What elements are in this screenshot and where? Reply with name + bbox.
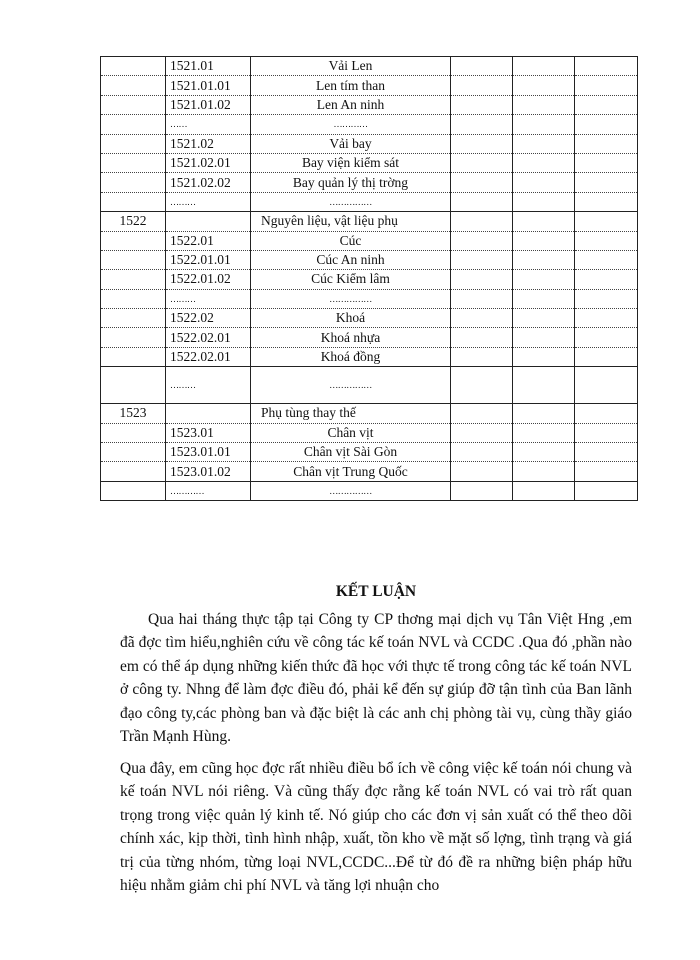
account-code-level1 bbox=[101, 289, 166, 308]
account-code-level1 bbox=[101, 76, 166, 95]
account-name: Chân vịt Sài Gòn bbox=[251, 443, 451, 462]
account-name: …………… bbox=[251, 192, 451, 211]
empty-cell bbox=[451, 57, 513, 76]
account-code-sub: 1521.01.01 bbox=[166, 76, 251, 95]
empty-cell bbox=[451, 134, 513, 153]
account-code-level1 bbox=[101, 134, 166, 153]
account-name: Len tím than bbox=[251, 76, 451, 95]
account-code-sub: 1522.01.02 bbox=[166, 270, 251, 289]
account-code-sub bbox=[166, 212, 251, 231]
account-code-sub: ………… bbox=[166, 481, 251, 500]
empty-cell bbox=[575, 404, 638, 423]
account-name: Len An ninh bbox=[251, 95, 451, 114]
empty-cell bbox=[513, 289, 575, 308]
account-code-level1 bbox=[101, 270, 166, 289]
empty-cell bbox=[451, 115, 513, 134]
account-code-level1 bbox=[101, 173, 166, 192]
table-row bbox=[101, 462, 638, 481]
empty-cell bbox=[451, 309, 513, 328]
account-code-sub: 1521.02.01 bbox=[166, 153, 251, 172]
account-name: Chân vịt bbox=[251, 423, 451, 442]
account-name: ………… bbox=[251, 115, 451, 134]
empty-cell bbox=[451, 443, 513, 462]
conclusion-paragraph-1: Qua hai tháng thực tập tại Công ty CP thơng mại dịch vụ Tân Việt Hng ,em đã đợc tìm hiểu,nghiên cứu về công tác kế toán NVL và CCDC .Qua đó ,phần nào em có thể áp dụng những kiến thức đã học với thực tế trong công tác kế toán NVL ở công ty. Nhng để làm đợc điều đó, phải kể đến sự giúp đỡ tận tình của Ban lãnh đạo công ty,các phòng ban và đặc biệt là các anh chị phòng tài vụ, cùng thầy giáo Trần Mạnh Hùng. bbox=[120, 610, 632, 745]
empty-cell bbox=[451, 462, 513, 481]
empty-cell bbox=[451, 76, 513, 95]
account-name: Vải bay bbox=[251, 134, 451, 153]
account-code-sub: 1523.01.02 bbox=[166, 462, 251, 481]
empty-cell bbox=[451, 95, 513, 114]
table-row bbox=[101, 115, 638, 134]
account-code-level1: 1523 bbox=[101, 404, 166, 423]
account-code-sub: 1521.01.02 bbox=[166, 95, 251, 114]
account-name: Phụ tùng thay thế bbox=[251, 404, 451, 423]
empty-cell bbox=[513, 462, 575, 481]
account-code-sub: ……… bbox=[166, 192, 251, 211]
empty-cell bbox=[451, 328, 513, 347]
empty-cell bbox=[513, 443, 575, 462]
empty-cell bbox=[575, 443, 638, 462]
empty-cell bbox=[575, 115, 638, 134]
account-name: Khoá bbox=[251, 309, 451, 328]
account-name: Cúc Kiểm lâm bbox=[251, 270, 451, 289]
empty-cell bbox=[451, 192, 513, 211]
account-name: Nguyên liệu, vật liệu phụ bbox=[251, 212, 451, 231]
empty-cell bbox=[513, 404, 575, 423]
table-row bbox=[101, 270, 638, 289]
table-row bbox=[101, 289, 638, 308]
account-code-sub: 1522.01.01 bbox=[166, 250, 251, 269]
account-code-sub: 1521.02 bbox=[166, 134, 251, 153]
account-code-level1 bbox=[101, 115, 166, 134]
empty-cell bbox=[451, 231, 513, 250]
account-name: …………… bbox=[251, 289, 451, 308]
empty-cell bbox=[575, 134, 638, 153]
empty-cell bbox=[513, 423, 575, 442]
empty-cell bbox=[513, 347, 575, 366]
account-name: Bay quản lý thị trờng bbox=[251, 173, 451, 192]
account-code-sub bbox=[166, 404, 251, 423]
account-code-level1 bbox=[101, 95, 166, 114]
account-code-level1 bbox=[101, 462, 166, 481]
empty-cell bbox=[575, 462, 638, 481]
empty-cell bbox=[575, 423, 638, 442]
empty-cell bbox=[513, 115, 575, 134]
empty-cell bbox=[513, 367, 575, 404]
account-code-level1 bbox=[101, 423, 166, 442]
account-code-level1 bbox=[101, 347, 166, 366]
empty-cell bbox=[513, 134, 575, 153]
empty-cell bbox=[451, 481, 513, 500]
table-row bbox=[101, 328, 638, 347]
account-name: Khoá nhựa bbox=[251, 328, 451, 347]
empty-cell bbox=[575, 367, 638, 404]
account-code-level1 bbox=[101, 481, 166, 500]
table-row bbox=[101, 250, 638, 269]
account-code-sub: 1522.02.01 bbox=[166, 328, 251, 347]
account-code-sub: ……… bbox=[166, 289, 251, 308]
empty-cell bbox=[451, 404, 513, 423]
empty-cell bbox=[575, 289, 638, 308]
account-code-level1 bbox=[101, 192, 166, 211]
empty-cell bbox=[513, 250, 575, 269]
empty-cell bbox=[575, 95, 638, 114]
empty-cell bbox=[575, 212, 638, 231]
account-code-sub: 1522.01 bbox=[166, 231, 251, 250]
account-code-level1 bbox=[101, 57, 166, 76]
account-code-level1 bbox=[101, 443, 166, 462]
table-row bbox=[101, 443, 638, 462]
conclusion-title: KẾT LUẬN bbox=[335, 583, 417, 600]
empty-cell bbox=[575, 173, 638, 192]
empty-cell bbox=[513, 270, 575, 289]
account-table-body bbox=[101, 57, 638, 501]
empty-cell bbox=[451, 367, 513, 404]
empty-cell bbox=[513, 231, 575, 250]
table-row bbox=[101, 367, 638, 404]
table-row bbox=[101, 212, 638, 231]
account-name: …………… bbox=[251, 367, 451, 404]
empty-cell bbox=[575, 309, 638, 328]
account-code-sub: 1521.01 bbox=[166, 57, 251, 76]
table-row bbox=[101, 57, 638, 76]
account-code-level1 bbox=[101, 309, 166, 328]
table-row bbox=[101, 309, 638, 328]
empty-cell bbox=[513, 309, 575, 328]
account-code-level1 bbox=[101, 231, 166, 250]
account-code-sub: 1522.02.01 bbox=[166, 347, 251, 366]
account-name: Cúc bbox=[251, 231, 451, 250]
empty-cell bbox=[575, 270, 638, 289]
empty-cell bbox=[451, 270, 513, 289]
empty-cell bbox=[575, 76, 638, 95]
account-name: Vải Len bbox=[251, 57, 451, 76]
empty-cell bbox=[575, 250, 638, 269]
empty-cell bbox=[451, 212, 513, 231]
account-table bbox=[100, 56, 638, 501]
empty-cell bbox=[575, 328, 638, 347]
account-code-level1 bbox=[101, 250, 166, 269]
table-row bbox=[101, 76, 638, 95]
table-row bbox=[101, 347, 638, 366]
table-row bbox=[101, 404, 638, 423]
account-name: Cúc An ninh bbox=[251, 250, 451, 269]
account-code-sub: 1523.01 bbox=[166, 423, 251, 442]
empty-cell bbox=[575, 192, 638, 211]
account-code-sub: ……… bbox=[166, 367, 251, 404]
account-name: …………… bbox=[251, 481, 451, 500]
empty-cell bbox=[451, 250, 513, 269]
account-name: Khoá đồng bbox=[251, 347, 451, 366]
account-code-sub: 1521.02.02 bbox=[166, 173, 251, 192]
empty-cell bbox=[513, 173, 575, 192]
account-name: Bay viện kiểm sát bbox=[251, 153, 451, 172]
empty-cell bbox=[575, 231, 638, 250]
empty-cell bbox=[451, 347, 513, 366]
account-name: Chân vịt Trung Quốc bbox=[251, 462, 451, 481]
empty-cell bbox=[513, 76, 575, 95]
empty-cell bbox=[513, 192, 575, 211]
account-code-sub: 1523.01.01 bbox=[166, 443, 251, 462]
account-code-level1 bbox=[101, 153, 166, 172]
empty-cell bbox=[513, 328, 575, 347]
table-row bbox=[101, 173, 638, 192]
table-row bbox=[101, 231, 638, 250]
conclusion-paragraph-2: Qua đây, em cũng học đợc rất nhiều điều bổ ích về công việc kế toán nói chung và kế toán NVL nói riêng. Và cũng thấy đợc rằng kế toán NVL có vai trò rất quan trọng trong việc quản lý kinh tế. Nó giúp cho các đơn vị sản xuất có thể theo dõi chính xác, kịp thời, tình hình nhập, xuất, tồn kho về mặt số lợng, tình trạng và giá trị của từng nhóm, từng loại NVL,CCDC...Để từ đó đề ra những biện pháp hữu hiệu nhằm giảm chi phí NVL và tăng lợi nhuận cho bbox=[120, 759, 632, 894]
empty-cell bbox=[513, 153, 575, 172]
empty-cell bbox=[451, 153, 513, 172]
table-row bbox=[101, 153, 638, 172]
conclusion-section bbox=[120, 580, 632, 898]
empty-cell bbox=[575, 481, 638, 500]
empty-cell bbox=[513, 95, 575, 114]
account-code-level1 bbox=[101, 328, 166, 347]
table-row bbox=[101, 134, 638, 153]
empty-cell bbox=[575, 153, 638, 172]
empty-cell bbox=[451, 289, 513, 308]
empty-cell bbox=[575, 347, 638, 366]
empty-cell bbox=[513, 481, 575, 500]
account-code-sub: 1522.02 bbox=[166, 309, 251, 328]
account-code-level1 bbox=[101, 367, 166, 404]
empty-cell bbox=[575, 57, 638, 76]
table-row bbox=[101, 192, 638, 211]
empty-cell bbox=[513, 212, 575, 231]
account-code-level1: 1522 bbox=[101, 212, 166, 231]
table-row bbox=[101, 423, 638, 442]
empty-cell bbox=[451, 423, 513, 442]
empty-cell bbox=[451, 173, 513, 192]
account-code-sub: …… bbox=[166, 115, 251, 134]
empty-cell bbox=[513, 57, 575, 76]
table-row bbox=[101, 95, 638, 114]
table-row bbox=[101, 481, 638, 500]
